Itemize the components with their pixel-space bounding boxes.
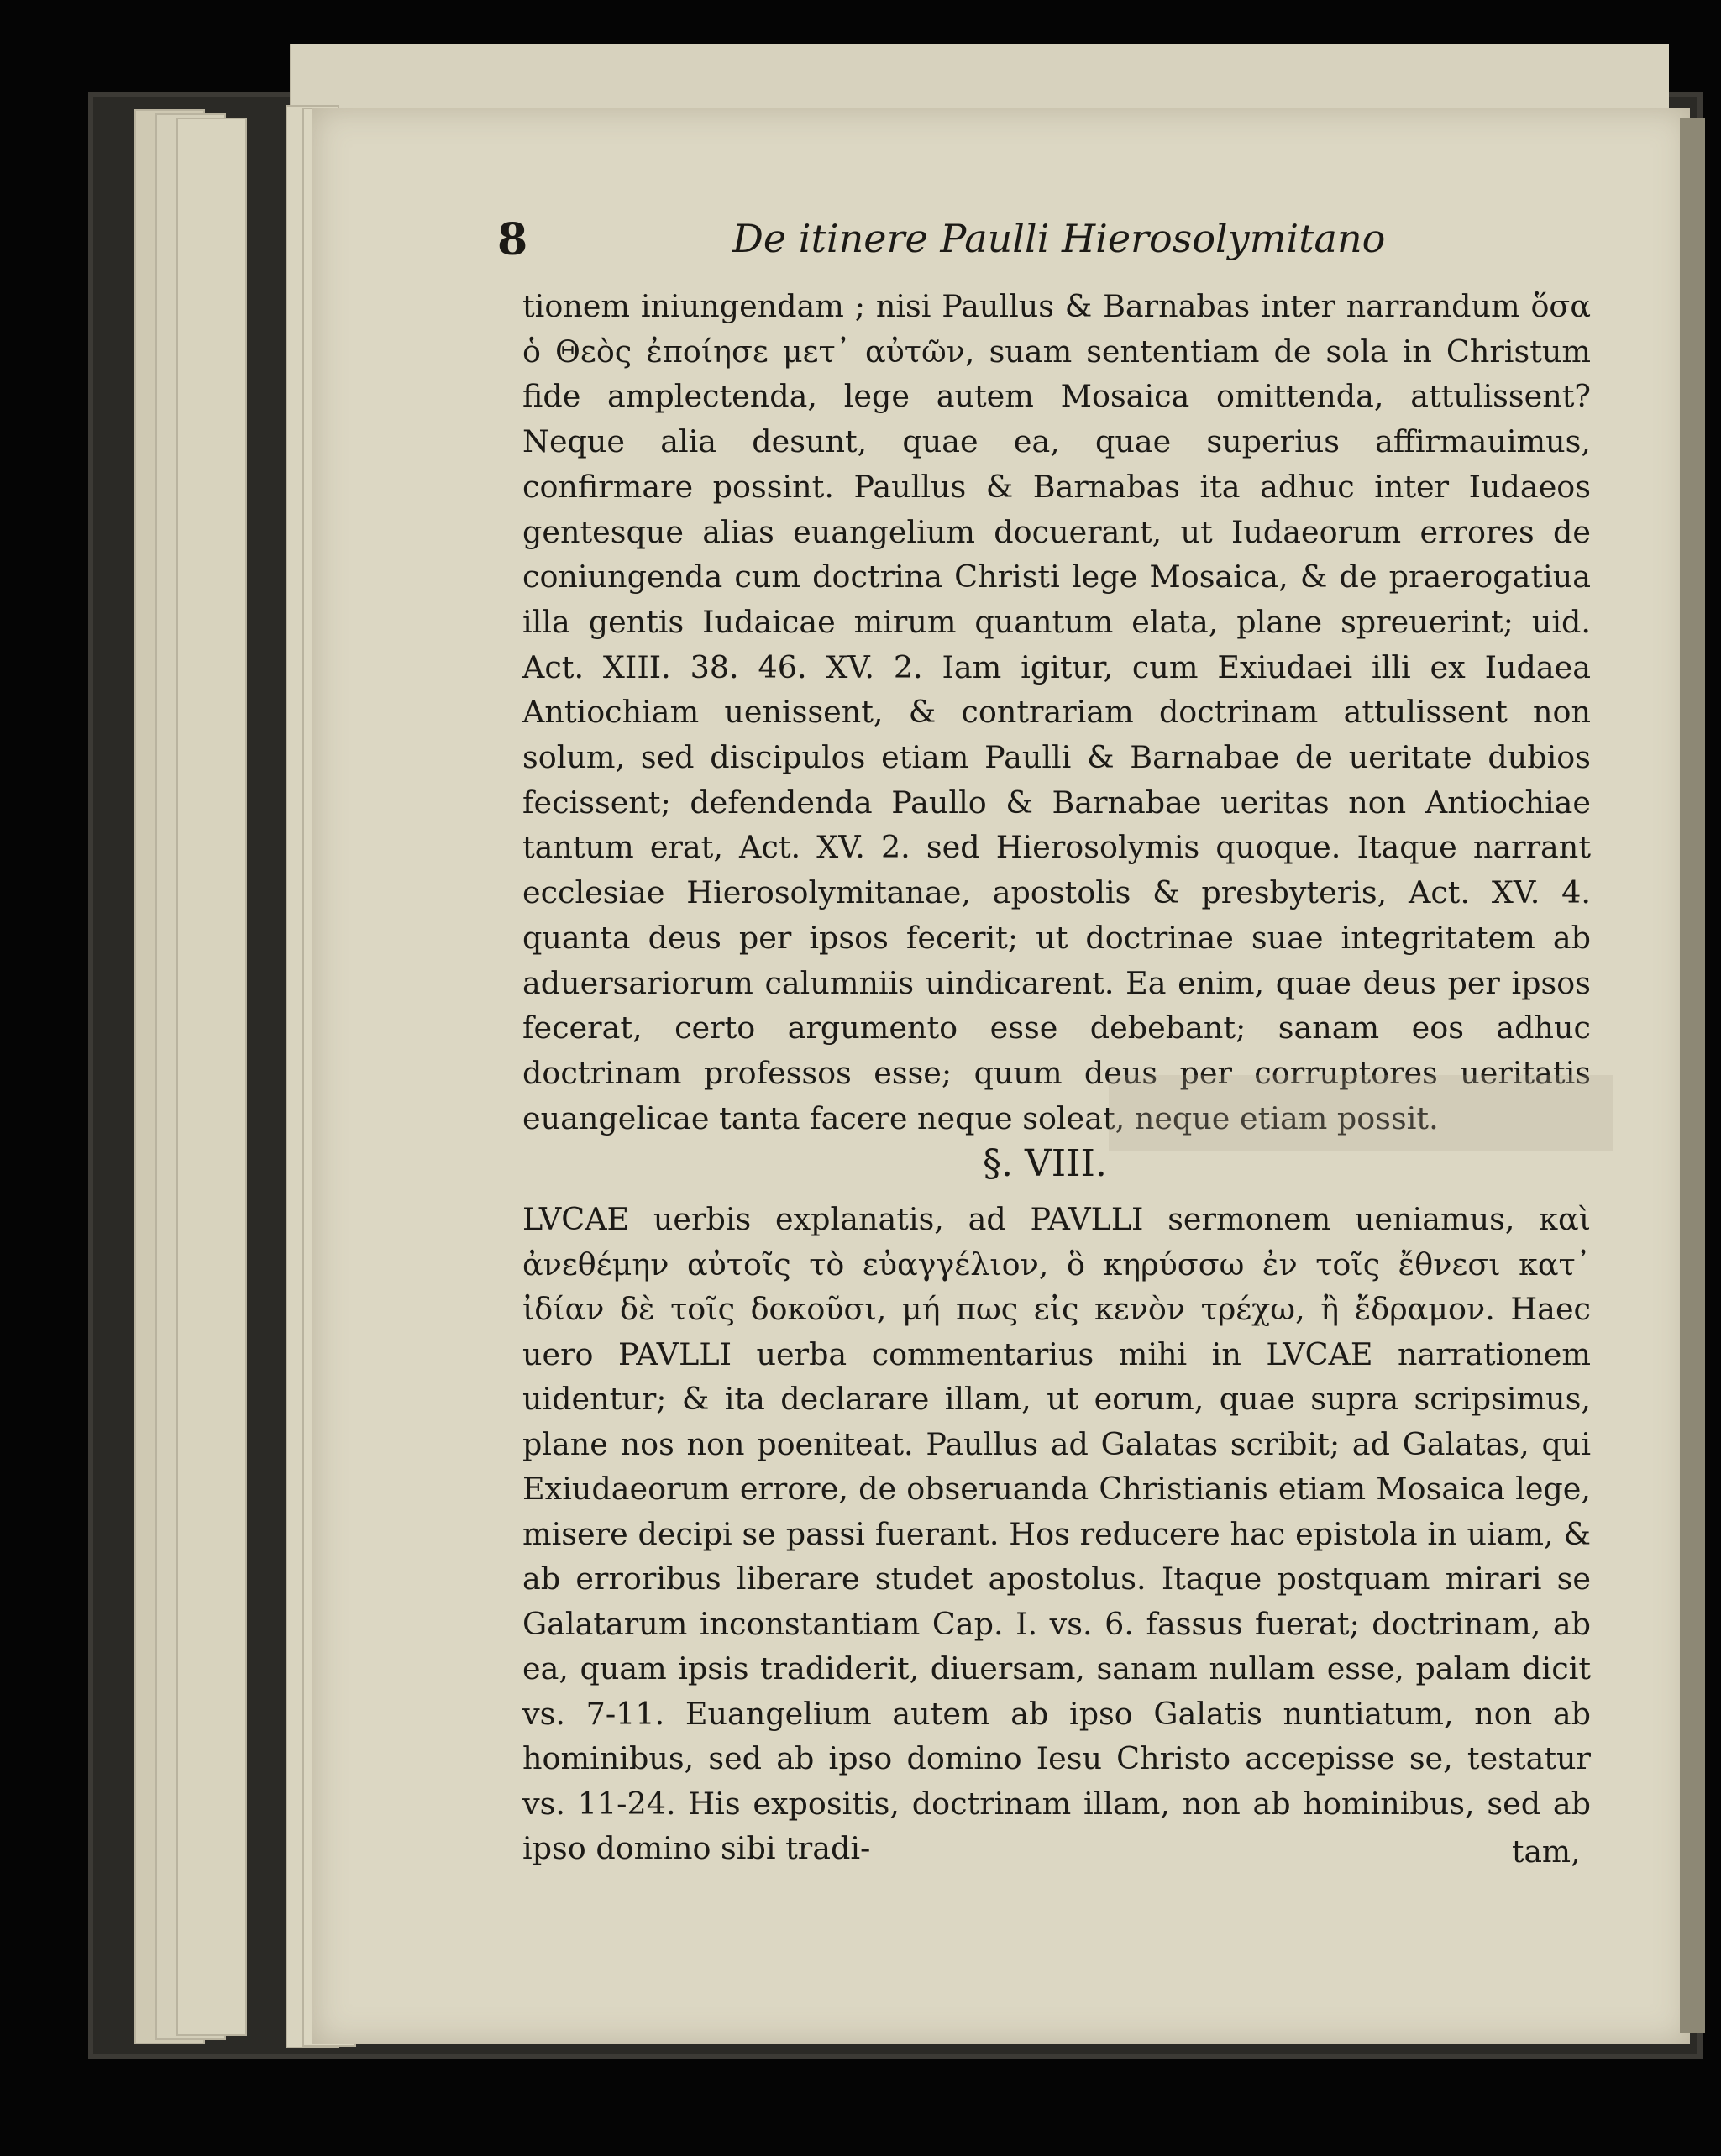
paragraph-2: LVCAE uerbis explanatis, ad PAVLLI sermonem ueniamus, καὶ ἀνεθέμην αὐτοῖς τὸ εὐαγγέλιον, ὃ κηρύσσω ἐν τοῖς ἔθνεσι κατ᾽ ἰδίαν δὲ τοῖς δοκοῦσι, μή πως εἰς κενὸν τρέχω, ἢ ἔδραμον. Haec uero PAVLLI uerba commentarius mihi in LVCAE narrationem uidentur; & ita declarare illam, ut eorum, quae supra scripsimus, plane nos non poeniteat. Paullus ad Galatas scribit; ad Galatas, qui Exiudaeorum errore, de obseruanda Christianis etiam Mosaica lege, misere decipi se passi fuerant. Hos reducere hac epistola in uiam, & ab erroribus liberare studet apostolus. Itaque postquam mirari se Galatarum inconstantiam Cap. I. vs. 6. fassus fuerat; doctrinam, ab ea, quam ipsis tradiderit, diuersam, sanam nullam esse, palam dicit vs. 7-11. Euangelium autem ab ipso Galatis nuntiatum, non ab hominibus, sed ab ipso domino Iesu Christo accepisse se, testatur vs. 11-24. His expositis, doctrinam illam, non ab hominibus, sed ab ipso domino sibi tradi-	[522, 1201, 1591, 1866]
paragraph-1: tionem iniungendam ; nisi Paullus & Barnabas inter narrandum ὅσα ὁ Θεὸς ἐποίησε μετ᾽ αὐτῶν, suam sententiam de sola in Christum fide amplectenda, lege autem Mosaica omittenda, attulissent? Neque alia desunt, quae ea, quae superius affirmauimus, confirmare possint. Paullus & Barnabas ita adhuc inter Iudaeos gentesque alias euangelium docuerant, ut Iudaeorum errores de coniungenda cum doctrina Christi lege Mosaica, & de praerogatiua illa gentis Iudaicae mirum quantum elata, plane spreuerint; uid. Act. XIII. 38. 46. XV. 2. Iam igitur, cum Exiudaei illi ex Iudaea Antiochiam uenissent, & contrariam doctrinam attulissent non solum, sed discipulos etiam Paulli & Barnabae de ueritate dubios fecissent; defendenda Paullo & Barnabae ueritas non Antiochiae tantum erat, Act. XV. 2. sed Hierosolymis quoque. Itaque narrant ecclesiae Hierosolymitanae, apostolis & presbyteris, Act. XV. 4. quanta deus per ipsos fecerit; ut doctrinae suae integritatem ab aduersariorum calumniis uindicarent. Ea enim, quae deus per ipsos fecerat, certo argumento esse debebant; sanam eos adhuc doctrinam professos esse; quum deus per corruptores ueritatis euangelicae tanta facere neque soleat, neque etiam possit.	[522, 288, 1591, 1136]
running-title: De itinere Paulli Hierosolymitano	[732, 216, 1386, 261]
page-edge-shadow	[1680, 118, 1705, 2033]
body-text-bottom	[522, 1197, 1591, 1871]
page-number: 8	[497, 214, 528, 265]
page-stack-edge	[176, 118, 247, 2036]
page-header	[497, 214, 1386, 281]
catchword: tam,	[1512, 1835, 1581, 1870]
body-text-top	[522, 284, 1591, 1141]
show-through-stain	[1109, 1075, 1613, 1151]
section-heading: §. VIII.	[983, 1142, 1107, 1185]
